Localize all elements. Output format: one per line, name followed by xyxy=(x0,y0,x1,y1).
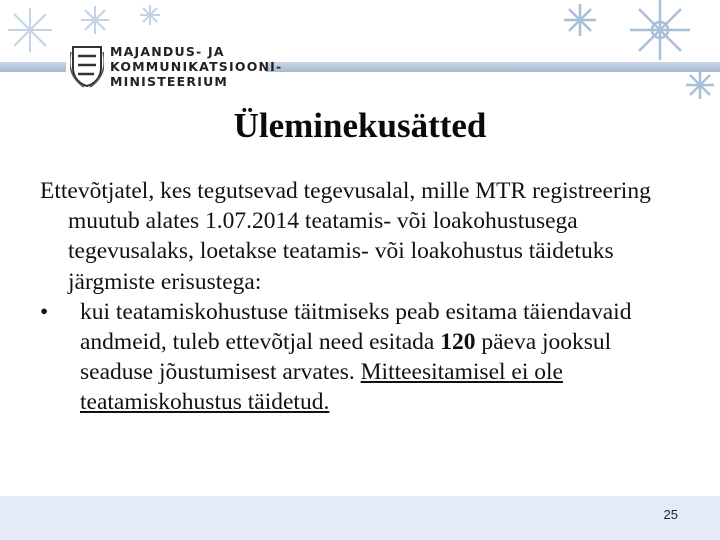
ministry-logo xyxy=(66,42,283,92)
slide-title: Üleminekusätted xyxy=(233,106,487,145)
logo-line-3: MINISTEERIUM xyxy=(110,74,229,89)
footer-band xyxy=(0,496,720,540)
coat-of-arms-icon xyxy=(70,44,104,88)
page-number: 25 xyxy=(663,507,678,522)
snowflake-decoration-right xyxy=(460,0,720,110)
bullet-item xyxy=(40,297,680,418)
logo-line-2: KOMMUNIKATSIOONI- xyxy=(110,59,283,74)
logo-line-1: MAJANDUS- JA xyxy=(110,44,225,59)
slide-body xyxy=(40,176,680,418)
bullet-text-part2: päeva jooksul seaduse jõustumisest arvates. xyxy=(80,329,612,386)
bullet-mark: • xyxy=(40,298,49,325)
bullet-text-part1: kui teatamiskohustuse täitmiseks peab esitama täiendavaid andmeid, tuleb ettevõtjal need esitada xyxy=(80,298,632,356)
bullet-days-value: 120 xyxy=(440,329,476,356)
bullet-underlined-text: Mitteesitamisel ei ole teatamiskohustus täidetud. xyxy=(80,359,563,416)
intro-paragraph: Ettevõtjatel, kes tegutsevad tegevusalal, mille MTR registreering muutub alates 1.07.2014 teatamis- või loakohustusega tegevusalaks, loetakse teatamis- või loakohustus täidetuks järgmiste erisustega: xyxy=(40,178,651,295)
